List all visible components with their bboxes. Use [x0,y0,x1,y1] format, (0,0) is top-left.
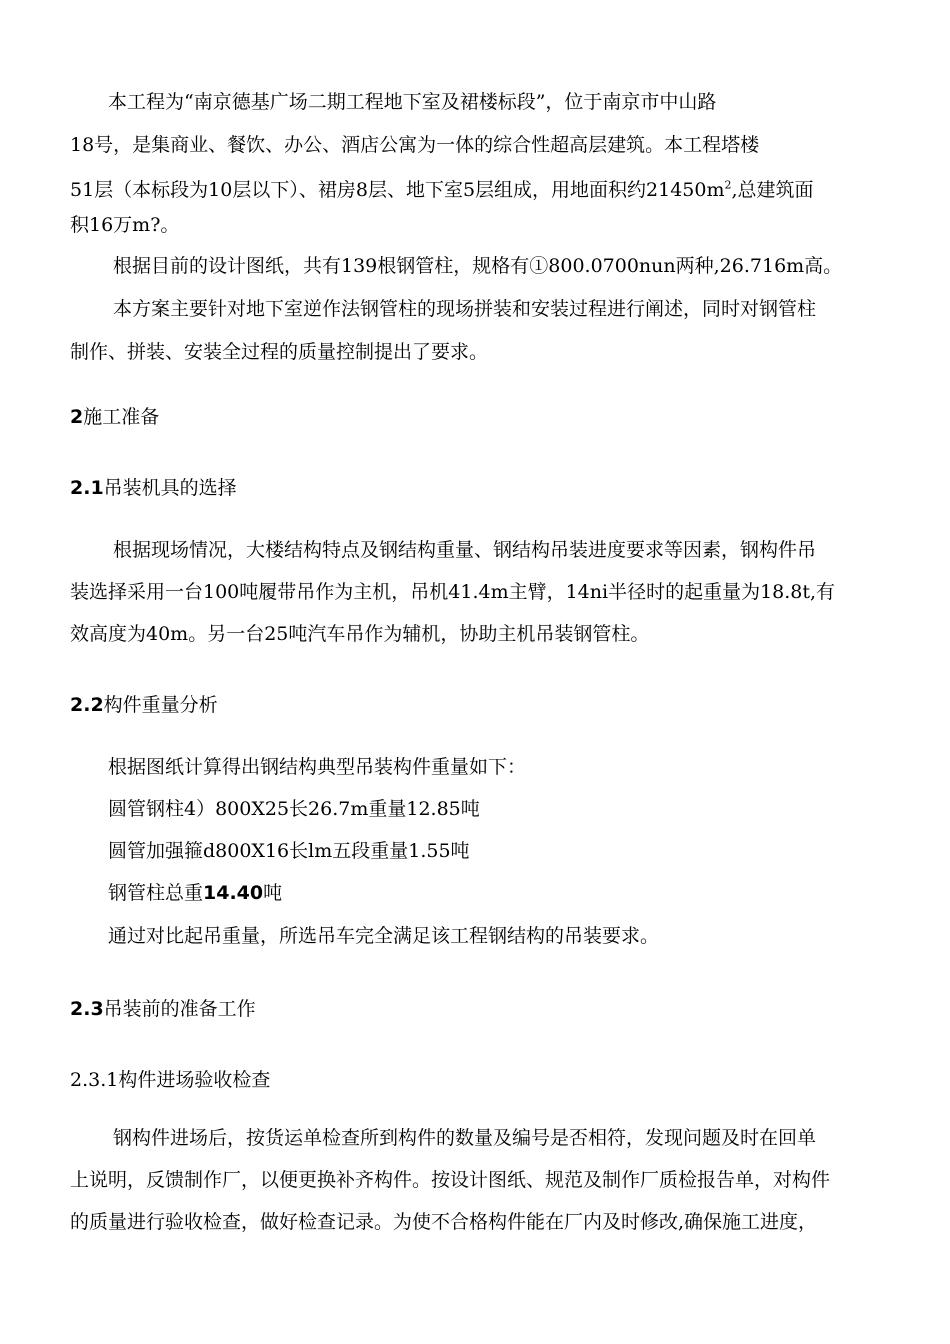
intro-para1-line3-end: ,总建筑面 [731,179,814,201]
section-2-3-1-line3: 的质量进行验收检查，做好检查记录。为使不合格构件能在厂内及时修改,确保施工进度， [70,1211,818,1233]
intro-para1-line2: 18号，是集商业、餐饮、办公、酒店公寓为一体的综合性超高层建筑。本工程塔楼 [70,134,760,156]
section-title: 构件进场验收检查 [118,1069,271,1091]
section-2-1-line2: 装选择采用一台100吨履带吊作为主机，吊机41.4m主臂，14ni半径时的起重量为18.8t,有 [70,581,836,603]
superscript-two: 2 [724,178,732,192]
total-weight-value: 14.40 [203,882,264,904]
section-2-3-1-line1: 钢构件进场后，按货运单检查所到构件的数量及编号是否相符，发现问题及时在回单 [113,1127,817,1149]
section-2-3-heading [70,997,256,1021]
section-title: 吊装前的准备工作 [103,998,256,1020]
section-2-1-line3: 效高度为40m。另一台25吨汽车吊作为辅机，协助主机吊装钢管柱。 [70,623,650,645]
section-2-2-line2: 圆管钢柱4）800X25长26.7m重量12.85吨 [108,798,480,820]
section-2-1-heading [70,476,237,500]
section-title: 吊装机具的选择 [103,477,237,499]
section-title: 施工准备 [83,406,160,428]
section-number: 2.1 [70,477,104,499]
section-2-2-line1: 根据图纸计算得出钢结构典型吊装构件重量如下： [108,756,527,778]
section-number: 2.3 [70,998,104,1020]
intro-para1-line3-text: 51层（本标段为10层以下）、裙房8层、地下室5层组成，用地面积约21450m [70,179,725,201]
section-2-3-1-heading [70,1068,270,1092]
section-2-heading [70,405,159,429]
intro-para3-line2: 制作、拼装、安装全过程的质量控制提出了要求。 [70,341,489,363]
section-2-2-line3: 圆管加强箍d800X16长lm五段重量1.55吨 [108,840,470,862]
section-2-3-1-line2: 上说明，反馈制作厂，以便更换补齐构件。按设计图纸、规范及制作厂质检报告单，对构件 [70,1169,831,1191]
intro-para2: 根据目前的设计图纸，共有139根钢管柱，规格有①800.0700nun两种,26.716m高。 [113,255,843,277]
section-2-2-heading [70,693,218,717]
intro-para1-line1: 本工程为“南京德基广场二期工程地下室及裙楼标段”，位于南京市中山路 [108,91,717,113]
section-number: 2.2 [70,694,104,716]
intro-para3-line1: 本方案主要针对地下室逆作法钢管柱的现场拼装和安装过程进行阐述，同时对钢管柱 [113,298,817,320]
section-2-2-line5: 通过对比起吊重量，所选吊车完全满足该工程钢结构的吊装要求。 [108,925,660,947]
section-number: 2 [70,406,84,428]
total-weight-label: 钢管柱总重 [108,882,204,904]
section-2-2-line4 [108,881,282,905]
section-number: 2.3.1 [70,1069,119,1091]
intro-para1-line3 [70,178,814,202]
total-weight-unit: 吨 [263,882,283,904]
section-2-1-line1: 根据现场情况，大楼结构特点及钢结构重量、钢结构吊装进度要求等因素，钢构件吊 [113,539,817,561]
section-title: 构件重量分析 [103,694,218,716]
intro-para1-line4: 积16万m?。 [70,214,180,236]
